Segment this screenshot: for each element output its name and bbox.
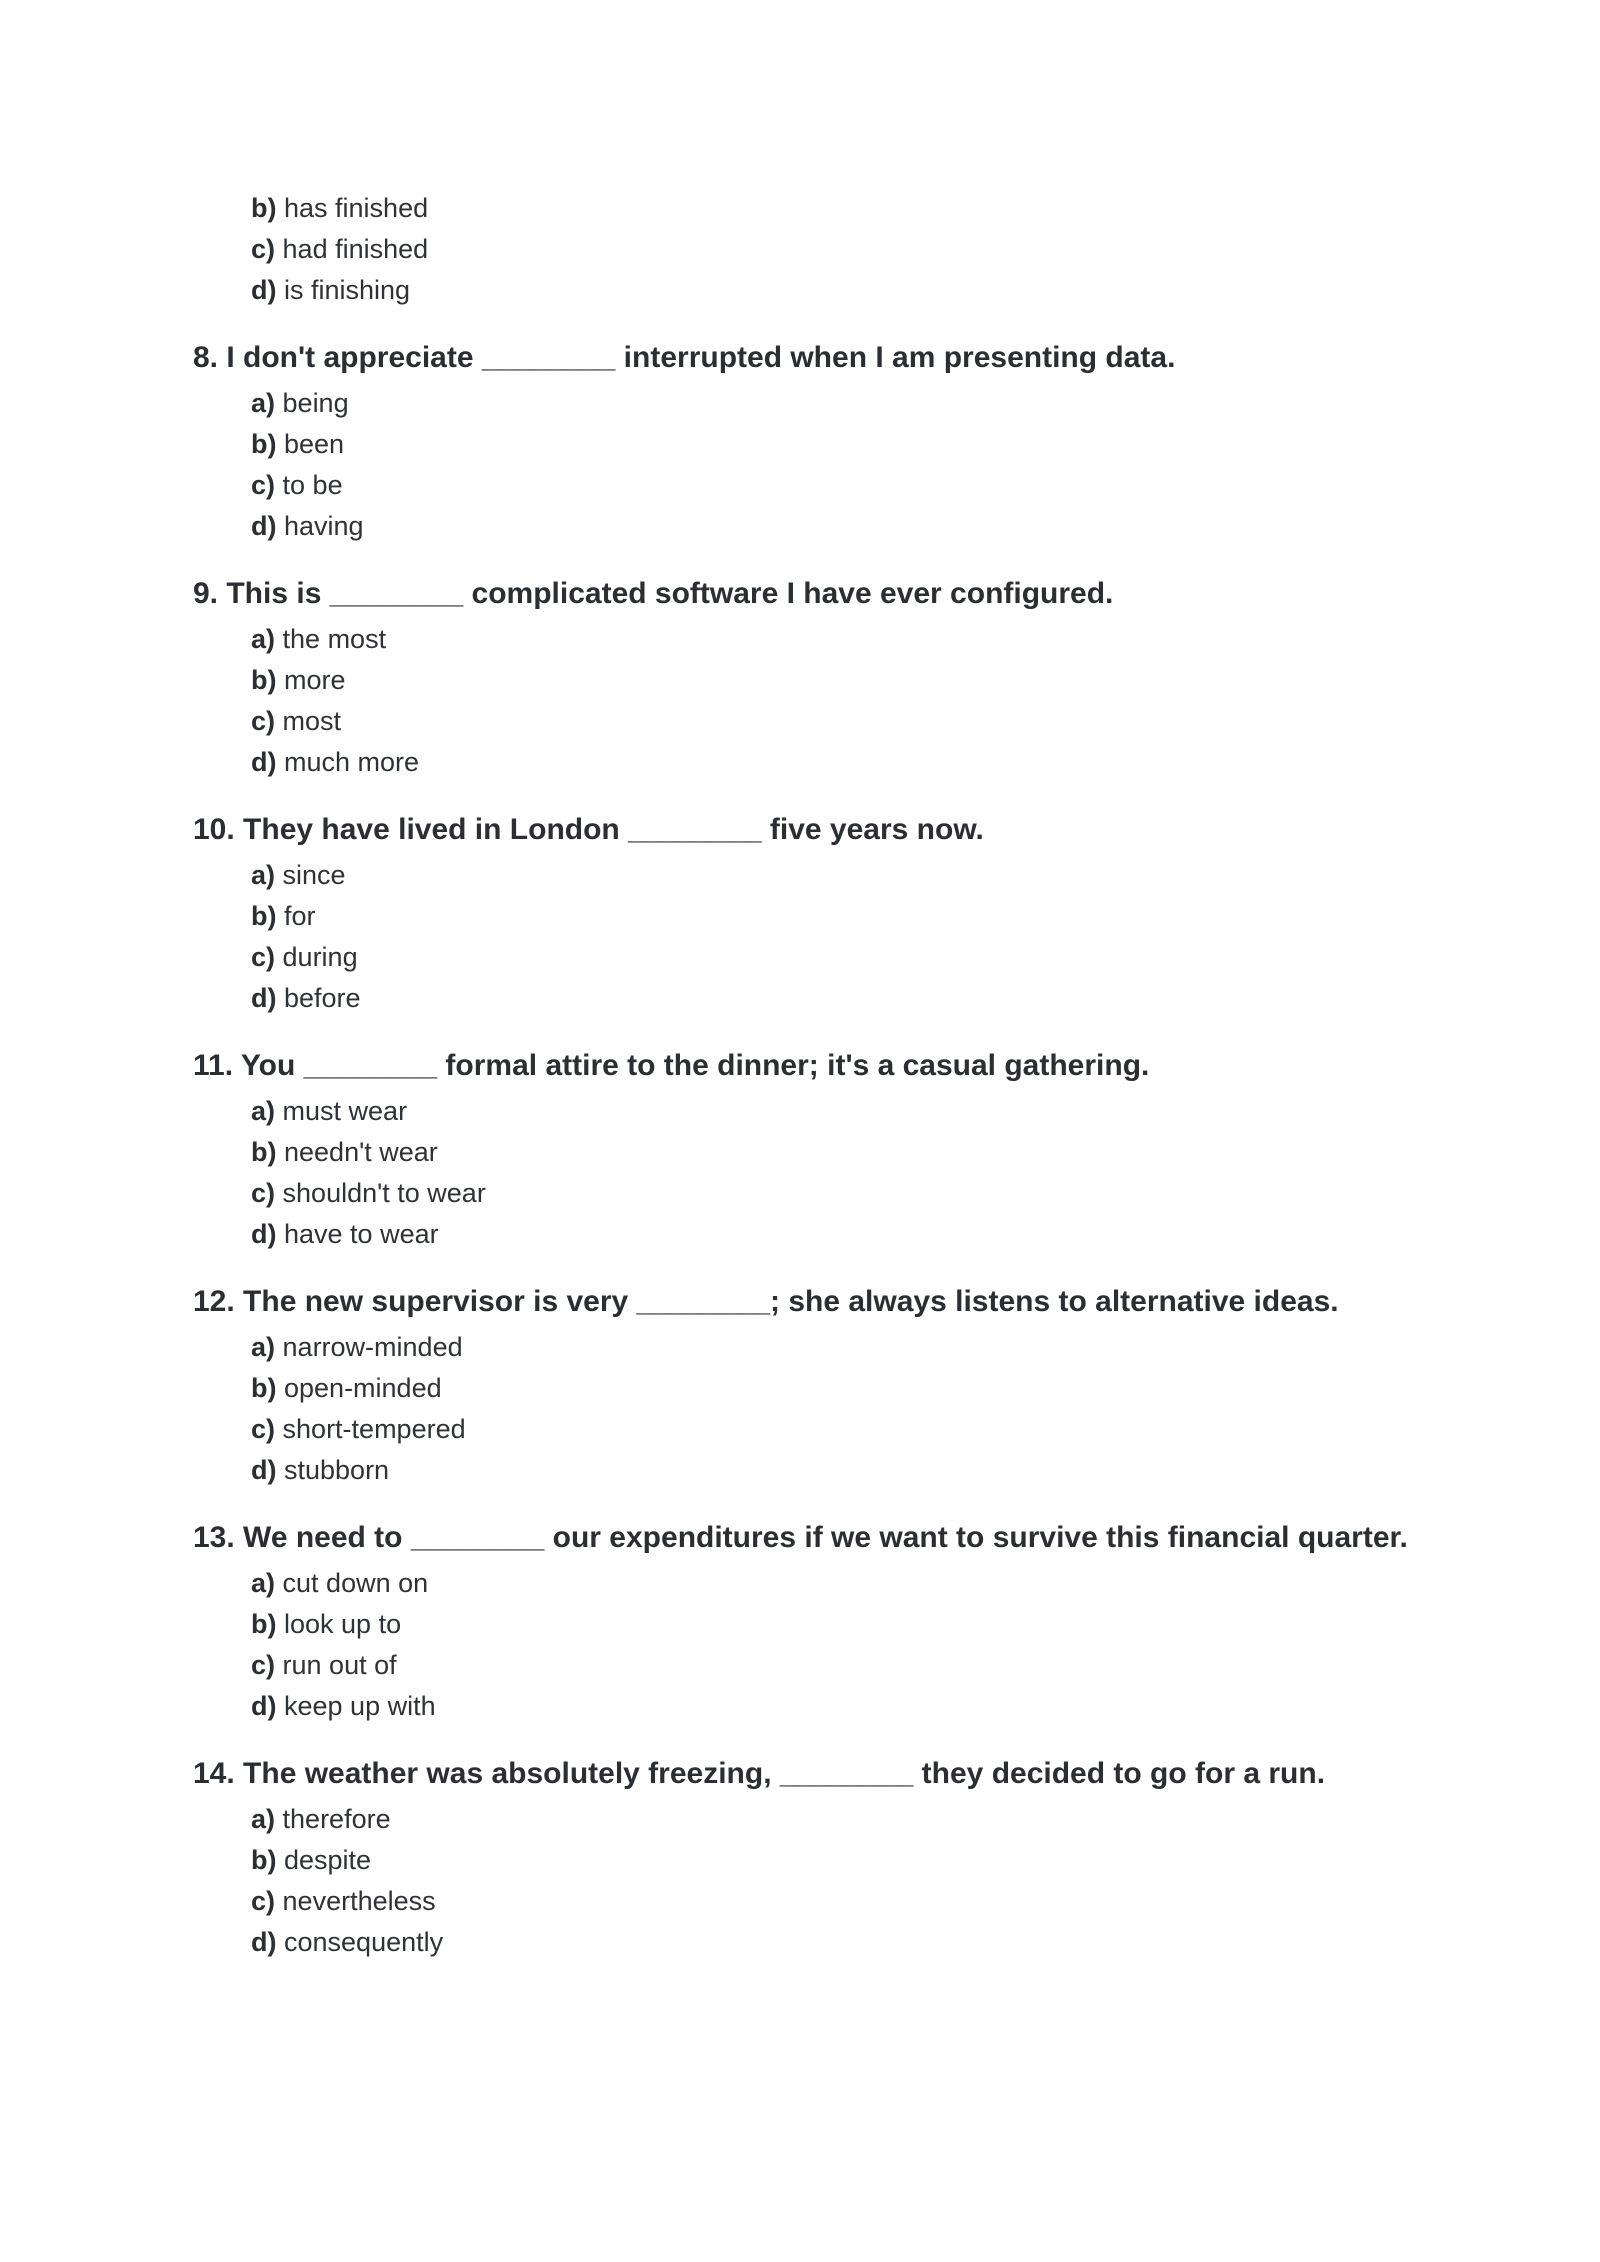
question-9 <box>193 575 1443 613</box>
option-a <box>251 855 1443 896</box>
option-letter: a) <box>251 388 276 418</box>
option-letter: c) <box>251 1886 276 1916</box>
option-letter: c) <box>251 234 276 264</box>
option-letter: b) <box>251 1609 277 1639</box>
option-text: look up to <box>284 1609 402 1639</box>
option-c <box>251 465 1443 506</box>
option-text: despite <box>284 1845 372 1875</box>
option-letter: d) <box>251 747 277 777</box>
option-text: nevertheless <box>282 1886 436 1916</box>
option-text: have to wear <box>284 1219 439 1249</box>
option-letter: d) <box>251 1455 277 1485</box>
question-text: 10. They have lived in London ________ five years now. <box>193 813 984 846</box>
option-letter: a) <box>251 624 276 654</box>
option-letter: a) <box>251 860 276 890</box>
option-letter: c) <box>251 706 276 736</box>
option-letter: d) <box>251 1691 277 1721</box>
option-d <box>251 1922 1443 1963</box>
option-letter: b) <box>251 1373 277 1403</box>
option-letter: a) <box>251 1096 276 1126</box>
option-text: most <box>282 706 342 736</box>
option-c <box>251 1881 1443 1922</box>
option-text: been <box>284 429 345 459</box>
option-a <box>251 1563 1443 1604</box>
option-letter: b) <box>251 1845 277 1875</box>
option-text: during <box>282 942 358 972</box>
option-text: had finished <box>282 234 429 264</box>
option-text: having <box>284 511 364 541</box>
option-text: has finished <box>284 193 429 223</box>
option-letter: b) <box>251 1137 277 1167</box>
option-text: open-minded <box>284 1373 442 1403</box>
option-b <box>251 1132 1443 1173</box>
option-b <box>251 1840 1443 1881</box>
option-text: stubborn <box>284 1455 390 1485</box>
option-text: therefore <box>282 1804 391 1834</box>
option-letter: d) <box>251 983 277 1013</box>
option-b <box>251 1368 1443 1409</box>
question-14 <box>193 1755 1443 1793</box>
question-12 <box>193 1283 1443 1321</box>
option-text: more <box>284 665 346 695</box>
question-10 <box>193 811 1443 849</box>
option-letter: b) <box>251 193 277 223</box>
option-letter: b) <box>251 901 277 931</box>
question-13 <box>193 1519 1443 1557</box>
option-text: for <box>284 901 316 931</box>
option-d <box>251 978 1443 1019</box>
option-text: needn't wear <box>284 1137 438 1167</box>
option-letter: c) <box>251 1178 276 1208</box>
option-text: shouldn't to wear <box>282 1178 486 1208</box>
option-text: consequently <box>284 1927 444 1957</box>
option-c <box>251 701 1443 742</box>
option-c <box>251 1173 1443 1214</box>
option-text: keep up with <box>284 1691 436 1721</box>
option-d <box>251 506 1443 547</box>
option-a <box>251 383 1443 424</box>
option-text: must wear <box>282 1096 408 1126</box>
option-letter: b) <box>251 429 277 459</box>
question-text: 8. I don't appreciate ________ interrupted when I am presenting data. <box>193 341 1176 374</box>
question-11 <box>193 1047 1443 1085</box>
option-text: cut down on <box>282 1568 429 1598</box>
quiz-content <box>193 188 1443 1963</box>
option-letter: a) <box>251 1804 276 1834</box>
option-d <box>251 270 1443 311</box>
continued-options <box>193 188 1443 311</box>
question-text: 13. We need to ________ our expenditures if we want to survive this financial quarter. <box>193 1521 1408 1554</box>
option-letter: c) <box>251 1650 276 1680</box>
option-b <box>251 424 1443 465</box>
option-text: short-tempered <box>282 1414 466 1444</box>
option-b <box>251 896 1443 937</box>
option-b <box>251 660 1443 701</box>
option-text: before <box>284 983 361 1013</box>
option-a <box>251 619 1443 660</box>
question-text: 14. The weather was absolutely freezing, ________ they decided to go for a run. <box>193 1757 1326 1790</box>
option-d <box>251 1214 1443 1255</box>
option-c <box>251 937 1443 978</box>
option-text: is finishing <box>284 275 411 305</box>
option-letter: b) <box>251 665 277 695</box>
option-letter: a) <box>251 1332 276 1362</box>
option-c <box>251 1409 1443 1450</box>
option-text: narrow-minded <box>282 1332 463 1362</box>
option-c <box>251 229 1443 270</box>
option-letter: d) <box>251 511 277 541</box>
question-text: 11. You ________ formal attire to the dinner; it's a casual gathering. <box>193 1049 1150 1082</box>
option-text: to be <box>282 470 343 500</box>
option-letter: a) <box>251 1568 276 1598</box>
option-letter: c) <box>251 942 276 972</box>
option-b <box>251 188 1443 229</box>
option-letter: d) <box>251 1219 277 1249</box>
option-text: being <box>282 388 349 418</box>
option-a <box>251 1327 1443 1368</box>
option-letter: c) <box>251 470 276 500</box>
option-letter: d) <box>251 275 277 305</box>
option-letter: d) <box>251 1927 277 1957</box>
option-letter: c) <box>251 1414 276 1444</box>
option-d <box>251 742 1443 783</box>
option-d <box>251 1686 1443 1727</box>
question-text: 9. This is ________ complicated software I have ever configured. <box>193 577 1114 610</box>
option-b <box>251 1604 1443 1645</box>
option-text: run out of <box>282 1650 397 1680</box>
option-c <box>251 1645 1443 1686</box>
question-8 <box>193 339 1443 377</box>
option-a <box>251 1091 1443 1132</box>
option-d <box>251 1450 1443 1491</box>
question-text: 12. The new supervisor is very ________; she always listens to alternative ideas. <box>193 1285 1339 1318</box>
option-text: much more <box>284 747 420 777</box>
option-a <box>251 1799 1443 1840</box>
option-text: since <box>282 860 346 890</box>
option-text: the most <box>282 624 387 654</box>
